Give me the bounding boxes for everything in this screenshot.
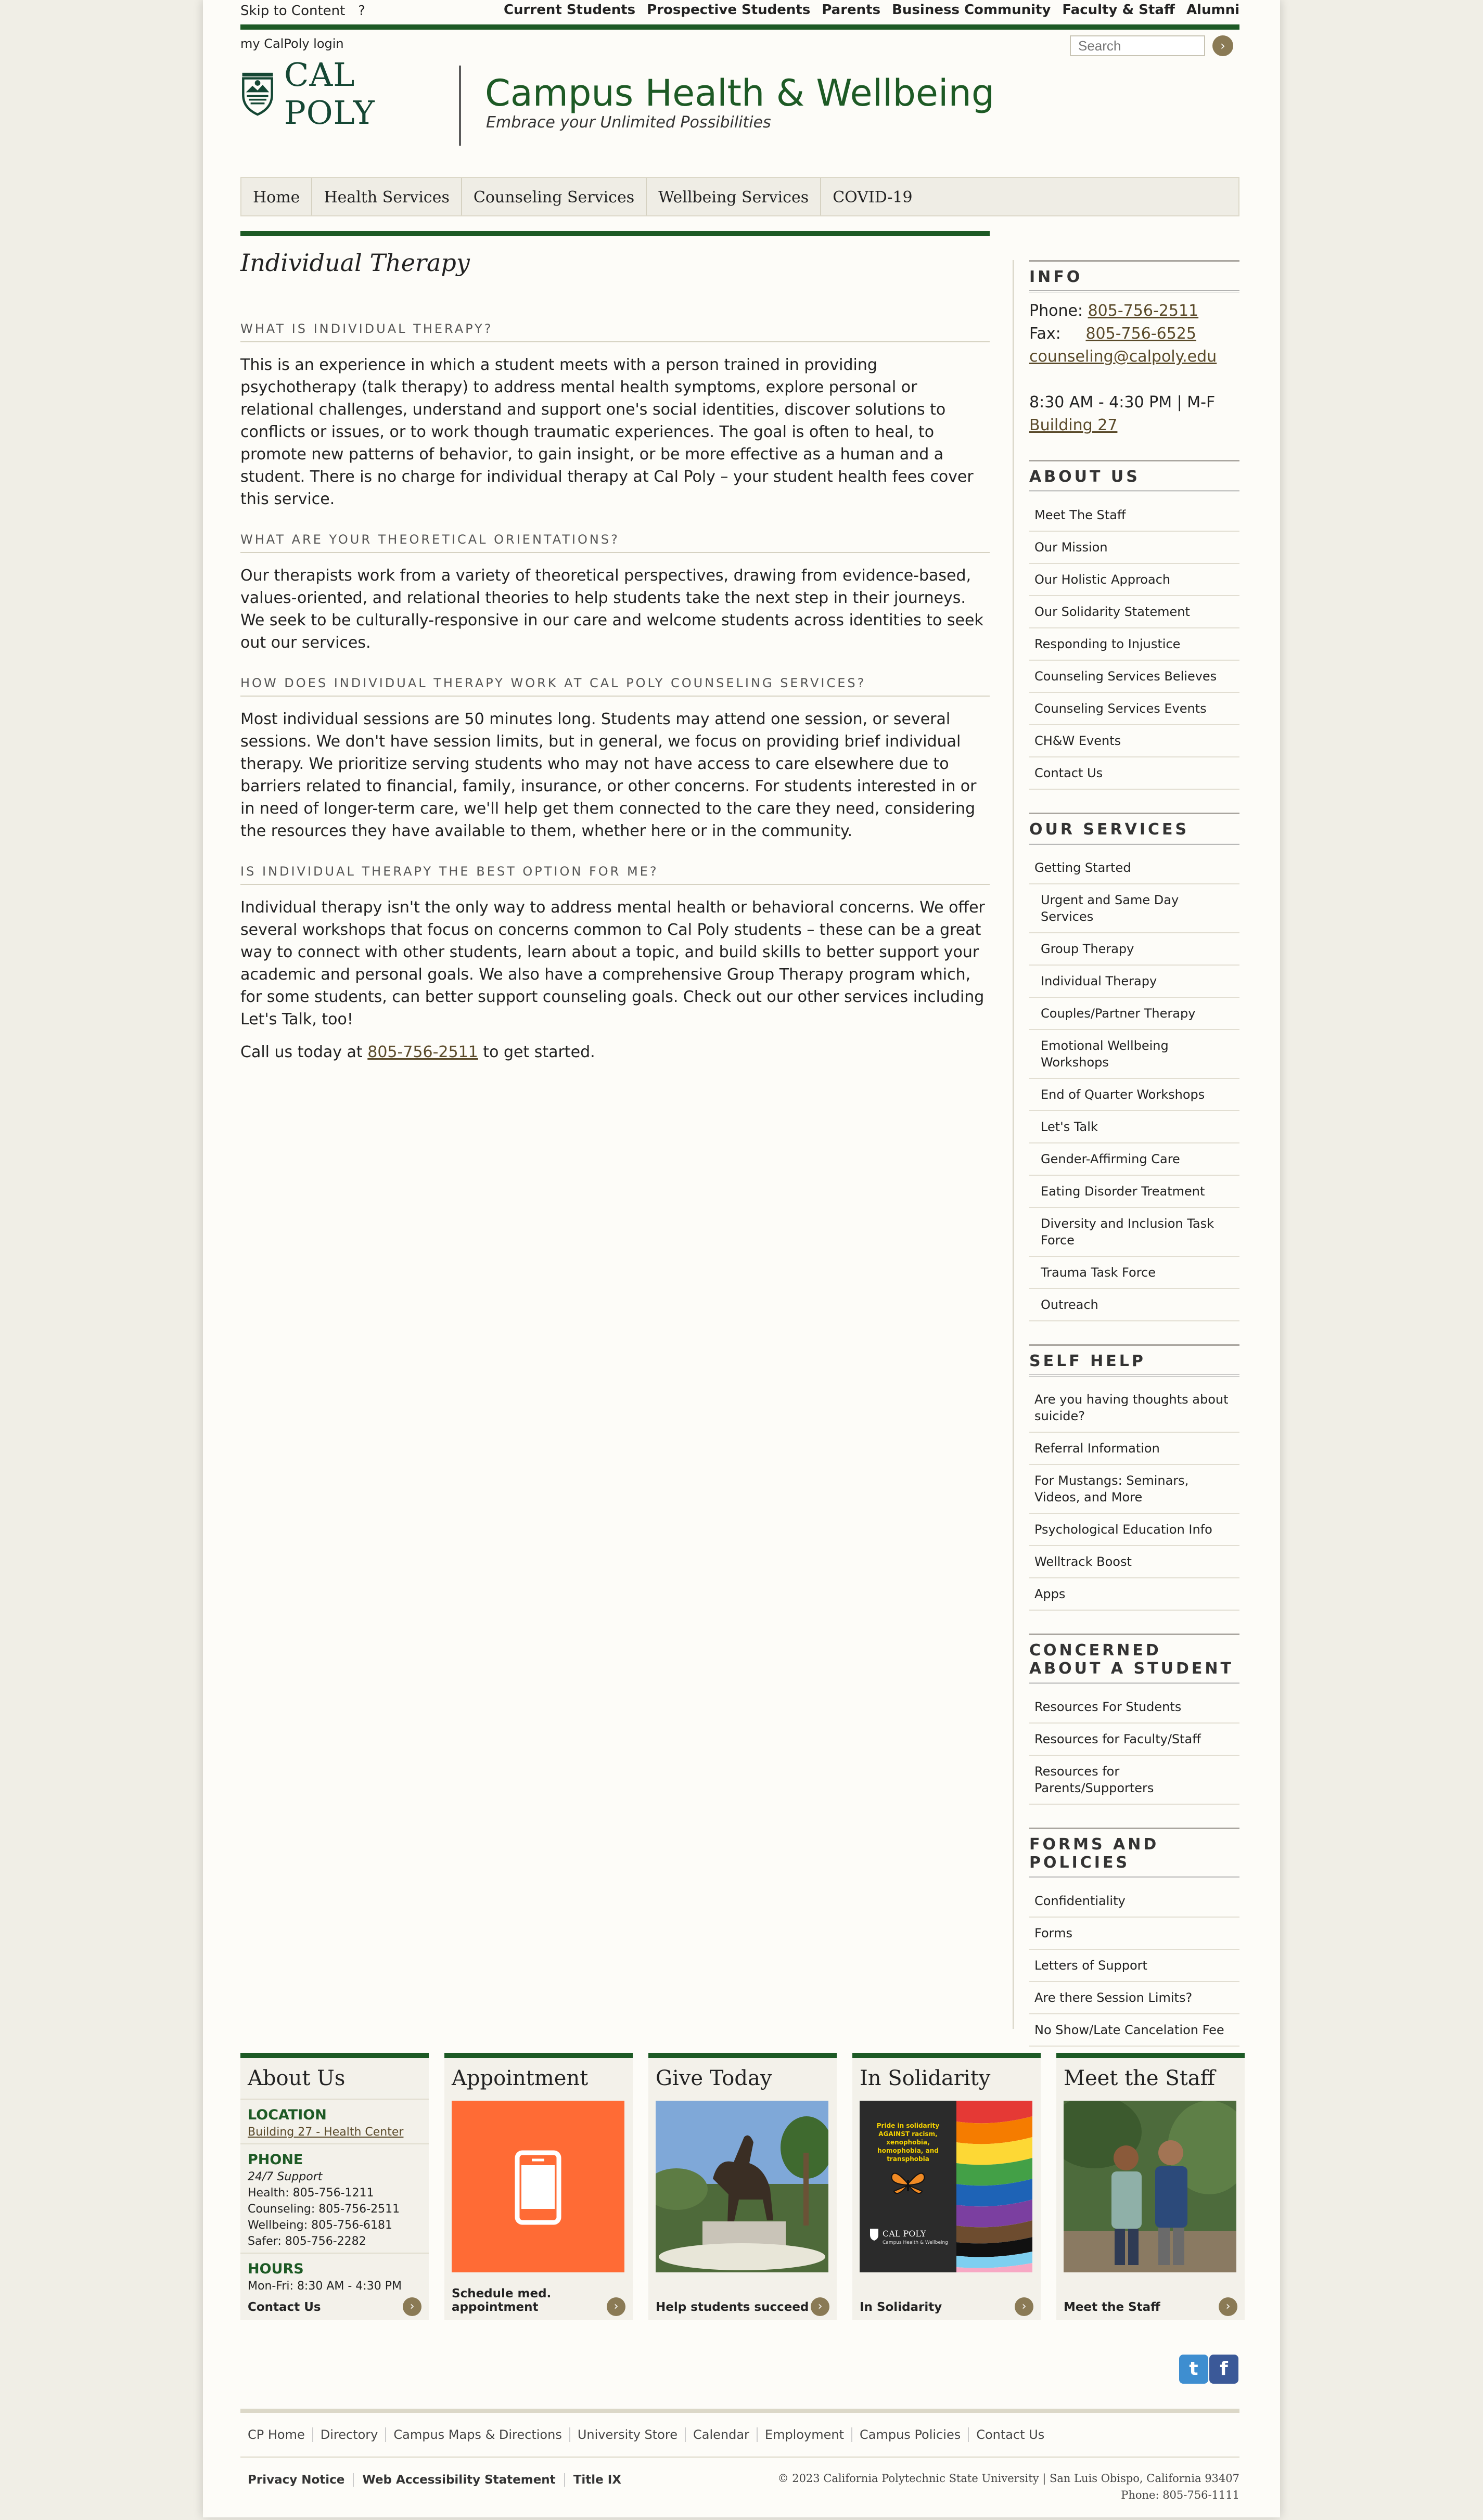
promo-appointment: [444, 2053, 633, 2320]
header-vertical-divider: [459, 66, 461, 146]
footer: [240, 2409, 1239, 2520]
main-nav: [240, 177, 1239, 216]
footer-link[interactable]: Directory: [313, 2427, 387, 2442]
arrow-right-icon[interactable]: ›: [607, 2297, 625, 2316]
topnav-faculty-staff[interactable]: Faculty & Staff: [1062, 2, 1175, 18]
sidebar-link[interactable]: Couples/Partner Therapy: [1029, 998, 1239, 1030]
nav-health-services[interactable]: Health Services: [312, 178, 462, 215]
nav-covid-19[interactable]: COVID-19: [833, 188, 913, 207]
promo-title: About Us: [248, 2066, 346, 2090]
topnav-prospective-students[interactable]: Prospective Students: [647, 2, 811, 18]
horse-statue-photo: [656, 2101, 828, 2272]
poster-logo: CAL POLY: [883, 2229, 926, 2239]
info-phone-link[interactable]: 805-756-2511: [1088, 302, 1199, 320]
promo-in-solidarity: [852, 2053, 1041, 2320]
arrow-right-icon[interactable]: ›: [403, 2297, 421, 2316]
copyright: © 2023 California Polytechnic State University | San Luis Obispo, California 93407 Phone: 805-756-1111: [777, 2472, 1239, 2501]
horse-statue-image[interactable]: [656, 2101, 828, 2272]
staff-photo-image[interactable]: [1064, 2101, 1236, 2272]
page-title: Individual Therapy: [240, 249, 470, 277]
page-inner: [240, 0, 1239, 2517]
self-help-box: [1029, 1344, 1239, 1611]
cal-poly-logo[interactable]: [240, 56, 438, 132]
header-divider: [240, 24, 1239, 30]
sidebar-link[interactable]: Counseling Services Believes: [1029, 661, 1239, 693]
arrow-right-icon[interactable]: ›: [1219, 2297, 1237, 2316]
skip-to-content-link[interactable]: Skip to Content ?: [240, 3, 365, 19]
topnav-business-community[interactable]: Business Community: [892, 2, 1051, 18]
promo-link[interactable]: Schedule med. appointment: [452, 2287, 552, 2314]
promo-link[interactable]: Meet the Staff: [1064, 2300, 1160, 2314]
sidebar-link[interactable]: Welltrack Boost: [1029, 1546, 1239, 1578]
sidebar-link[interactable]: Counseling Services Events: [1029, 693, 1239, 725]
sidebar-link[interactable]: Contact Us: [1029, 757, 1239, 790]
sidebar-link[interactable]: Resources for Parents/Supporters: [1029, 1756, 1239, 1805]
about-us-box: [1029, 460, 1239, 790]
sidebar-link[interactable]: Let's Talk: [1029, 1111, 1239, 1143]
promo-give-today: [648, 2053, 837, 2320]
topnav-parents[interactable]: Parents: [822, 2, 881, 18]
sidebar-link[interactable]: Are there Session Limits?: [1029, 1982, 1239, 2014]
concerned-box: [1029, 1634, 1239, 1805]
cta-phone-link[interactable]: 805-756-2511: [367, 1043, 478, 1061]
location-link[interactable]: Building 27 - Health Center: [248, 2126, 404, 2139]
section-body: Individual therapy isn't the only way to address mental health or behavioral concerns. We offer several workshops that focus on concerns common to Cal Poly students – these can be a great way to connect with other students, learn about a topic, and build skills to better support your academic and personal goals. We also have a comprehensive Group Therapy program which, for some students, can better support counseling goals. Check out our other services including Let's Talk, too!: [240, 898, 985, 1028]
section-heading: WHAT ARE YOUR THEORETICAL ORIENTATIONS?: [240, 532, 990, 553]
concerned-heading: CONCERNED ABOUT A STUDENT: [1029, 1641, 1239, 1684]
search-submit-button[interactable]: [1212, 35, 1233, 56]
info-heading: INFO: [1029, 268, 1239, 292]
promo-row: [240, 2053, 1239, 2323]
appointment-image[interactable]: [452, 2101, 624, 2272]
sidebar-link[interactable]: Eating Disorder Treatment: [1029, 1176, 1239, 1208]
arrow-right-icon[interactable]: ›: [1015, 2297, 1033, 2316]
forms-policies-heading: FORMS AND POLICIES: [1029, 1835, 1239, 1878]
sidebar-link[interactable]: For Mustangs: Seminars, Videos, and More: [1029, 1465, 1239, 1514]
footer-link[interactable]: Calendar: [686, 2427, 758, 2442]
legal-links: [248, 2473, 630, 2487]
promo-title: Appointment: [452, 2066, 589, 2090]
help-link[interactable]: ?: [358, 3, 365, 19]
my-calpoly-login-link[interactable]: my CalPoly login: [240, 36, 344, 51]
self-help-heading: SELF HELP: [1029, 1352, 1239, 1377]
butterfly-icon: [890, 2168, 926, 2200]
promo-about-us: About Us LOCATION Building 27 - Health Center PHONE 24/7 Support Health: 805-756-1211 Counseling: 805-756-2511 Wellbeing: 805-756-6181 Safer: 805-756-2282 HOURS Mon-Fri: 8:30 AM - 4:30 PM Contact Us ›: [240, 2053, 429, 2320]
twitter-icon[interactable]: t: [1179, 2355, 1208, 2384]
section-heading: HOW DOES INDIVIDUAL THERAPY WORK AT CAL POLY COUNSELING SERVICES?: [240, 676, 990, 697]
nav-home[interactable]: Home: [241, 178, 312, 215]
sidebar: [1029, 260, 1239, 2069]
footer-link[interactable]: University Store: [570, 2427, 686, 2442]
utility-bar: [240, 0, 1239, 24]
section-heading: WHAT IS INDIVIDUAL THERAPY?: [240, 322, 990, 342]
sidebar-link[interactable]: Trauma Task Force: [1029, 1257, 1239, 1289]
our-services-heading: OUR SERVICES: [1029, 820, 1239, 845]
sidebar-link[interactable]: Are you having thoughts about suicide?: [1029, 1384, 1239, 1433]
sidebar-link[interactable]: Resources for Faculty/Staff: [1029, 1724, 1239, 1756]
section-body: Our therapists work from a variety of theoretical perspectives, drawing from evidence-based, values-oriented, and relational theories to help students take the next step in their journeys. We seek to be culturally-responsive in our care and welcome students across identities to seek out our services.: [240, 567, 983, 652]
promo-link[interactable]: Contact Us: [248, 2300, 321, 2314]
footer-links: [240, 2409, 1239, 2458]
sidebar-link[interactable]: Letters of Support: [1029, 1950, 1239, 1982]
facebook-icon[interactable]: f: [1209, 2355, 1238, 2384]
main-content: [240, 249, 990, 1085]
info-building-link[interactable]: Building 27: [1029, 416, 1118, 434]
sidebar-link[interactable]: Apps: [1029, 1578, 1239, 1611]
footer-link[interactable]: Campus Maps & Directions: [386, 2427, 570, 2442]
search-input[interactable]: [1070, 35, 1205, 56]
sidebar-link[interactable]: Our Holistic Approach: [1029, 564, 1239, 596]
content-top-bar: [240, 231, 990, 236]
sidebar-link[interactable]: Our Solidarity Statement: [1029, 596, 1239, 628]
accessibility-link[interactable]: Web Accessibility Statement: [354, 2473, 565, 2487]
promo-link[interactable]: Help students succeed: [656, 2300, 809, 2314]
section-body: This is an experience in which a student meets with a person trained in providing psychotherapy (talk therapy) to address mental health symptoms, explore personal or relational challenges, understand and support one's social identities, discover solutions to conflicts or issues, or to work though traumatic experiences. The goal is often to heal, to promote new patterns of behavior, to gain insight, or be more effective as a human and a student. There is no charge for individual therapy at Cal Poly – your student health fees cover this service.: [240, 356, 974, 508]
sidebar-divider: [1013, 260, 1014, 2029]
arrow-right-icon[interactable]: ›: [811, 2297, 829, 2316]
poster-sub: Campus Health & Wellbeing: [883, 2240, 948, 2245]
footer-link[interactable]: Campus Policies: [852, 2427, 969, 2442]
sidebar-link[interactable]: No Show/Late Cancelation Fee: [1029, 2014, 1239, 2047]
promo-title: Give Today: [656, 2066, 772, 2090]
sidebar-link[interactable]: End of Quarter Workshops: [1029, 1079, 1239, 1111]
sidebar-link[interactable]: Diversity and Inclusion Task Force: [1029, 1208, 1239, 1257]
sidebar-link[interactable]: CH&W Events: [1029, 725, 1239, 757]
topnav-alumni[interactable]: Alumni: [1186, 2, 1239, 18]
footer-link[interactable]: CP Home: [248, 2427, 313, 2442]
info-hours: 8:30 AM - 4:30 PM | M-F: [1029, 393, 1216, 412]
poster-text: Pride in solidarity AGAINST racism, xenophobia, homophobia, and transphobia: [876, 2122, 940, 2163]
solidarity-poster-image[interactable]: [860, 2101, 1032, 2272]
arrow-right-icon: ›: [1220, 38, 1225, 53]
promo-link[interactable]: In Solidarity: [860, 2300, 942, 2314]
section-body: Most individual sessions are 50 minutes long. Students may attend one session, or several sessions. We don't have session limits, but in general, we focus on providing brief individual therapy. We prioritize serving students who may not have access to care elsewhere due to barriers related to financial, family, insurance, or other concerns. For students interested in or in need of longer-term care, we'll help get them connected to the care they need, considering the resources they have available to them, whether here or in the community.: [240, 710, 977, 840]
call-to-action: Call us today at 805-756-2511 to get started.: [240, 1043, 595, 1061]
nav-counseling-services[interactable]: Counseling Services: [462, 178, 647, 215]
sidebar-link[interactable]: Gender-Affirming Care: [1029, 1143, 1239, 1176]
sidebar-link[interactable]: Forms: [1029, 1918, 1239, 1950]
sidebar-link[interactable]: Urgent and Same Day Services: [1029, 884, 1239, 933]
sidebar-link[interactable]: Resources For Students: [1029, 1691, 1239, 1724]
sidebar-link-active[interactable]: Individual Therapy: [1029, 966, 1239, 998]
page: [203, 0, 1280, 2517]
sidebar-link[interactable]: Psychological Education Info: [1029, 1514, 1239, 1546]
sidebar-link[interactable]: Getting Started: [1029, 852, 1239, 884]
topnav-current-students[interactable]: Current Students: [503, 2, 636, 18]
promo-title: Meet the Staff: [1064, 2066, 1216, 2090]
site-title[interactable]: Campus Health & Wellbeing: [485, 72, 995, 114]
shield-icon: [869, 2228, 879, 2241]
privacy-notice-link[interactable]: Privacy Notice: [248, 2473, 354, 2487]
sidebar-link[interactable]: Emotional Wellbeing Workshops: [1029, 1030, 1239, 1079]
info-email-link[interactable]: counseling@calpoly.edu: [1029, 348, 1217, 366]
audience-nav: [504, 2, 1239, 18]
nav-wellbeing-services[interactable]: Wellbeing Services: [647, 178, 821, 215]
forms-policies-box: [1029, 1828, 1239, 2047]
footer-link[interactable]: Contact Us: [976, 2427, 1045, 2442]
info-box: INFO Phone: 805-756-2511 Fax: 805-756-6525 counseling@calpoly.edu 8:30 AM - 4:30 PM | M-F Building 27: [1029, 260, 1239, 437]
cal-poly-wordmark: CAL POLY: [284, 56, 375, 132]
footer-link[interactable]: Employment: [758, 2427, 852, 2442]
sidebar-link[interactable]: Our Mission: [1029, 532, 1239, 564]
cal-poly-shield-icon: [240, 69, 275, 118]
sidebar-link[interactable]: Referral Information: [1029, 1433, 1239, 1465]
info-fax-link[interactable]: 805-756-6525: [1085, 325, 1196, 343]
staff-photo: [1064, 2101, 1236, 2272]
sidebar-link[interactable]: Meet The Staff: [1029, 499, 1239, 532]
sidebar-link[interactable]: Responding to Injustice: [1029, 628, 1239, 661]
about-us-heading: ABOUT US: [1029, 468, 1239, 492]
title-ix-link[interactable]: Title IX: [573, 2473, 622, 2487]
sidebar-link[interactable]: Group Therapy: [1029, 933, 1239, 966]
site-tagline: Embrace your Unlimited Possibilities: [486, 113, 771, 132]
sidebar-link[interactable]: Confidentiality: [1029, 1885, 1239, 1918]
pride-flag-graphic: [956, 2101, 1032, 2272]
sidebar-link[interactable]: Outreach: [1029, 1289, 1239, 1321]
poster-left: [860, 2101, 956, 2272]
our-services-box: [1029, 813, 1239, 1321]
promo-meet-the-staff: [1056, 2053, 1245, 2320]
phone-icon: [452, 2101, 624, 2272]
promo-title: In Solidarity: [860, 2066, 991, 2090]
section-heading: IS INDIVIDUAL THERAPY THE BEST OPTION FOR ME?: [240, 864, 990, 885]
